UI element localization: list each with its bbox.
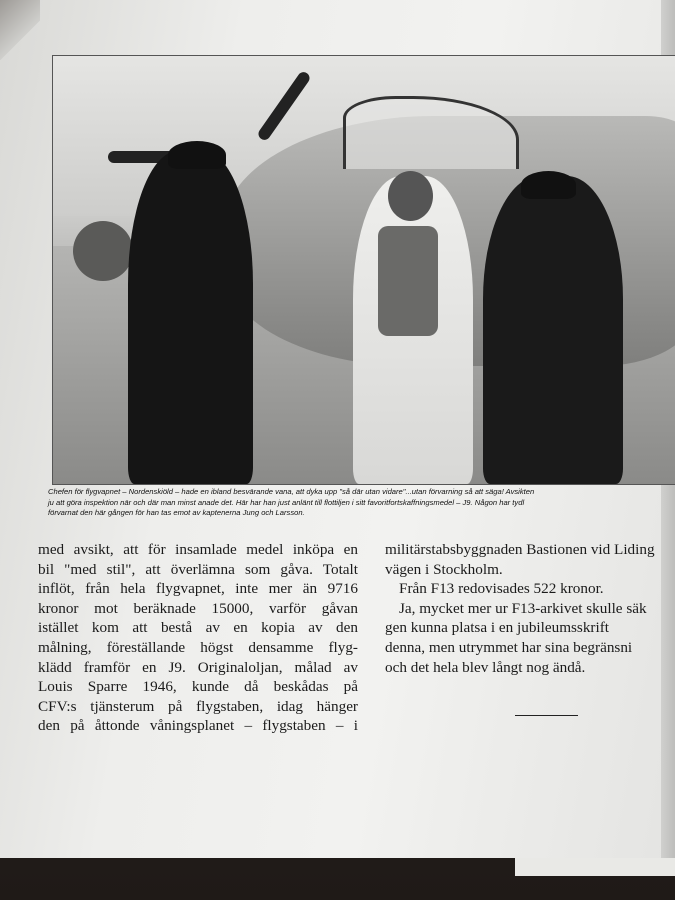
photo-roundel xyxy=(73,221,133,281)
text-line: Från F13 redovisades 522 kronor. xyxy=(399,580,604,598)
text-line: bil "med stil", att överlämna som gåva. Totalt xyxy=(38,560,358,578)
caption-line: förvarnat den här gången för han tas emot av kaptenerna Jung och Larsson. xyxy=(48,508,305,518)
text-line: kronor mot beräknade 15000, varför gåvan xyxy=(38,599,358,617)
caption-line: ju att göra inspektion när och där man minst anade det. Här har han just anlänt till flottiljen i sitt favoritfortskaffningsmedel – J9. Någon har tydl xyxy=(48,497,525,507)
section-separator-rule xyxy=(515,715,578,716)
text-line: inflöt, från hela flygvapnet, inte mer än 9716 xyxy=(38,580,358,598)
text-line: och det hela blev långt nog ändå. xyxy=(385,658,586,676)
text-line: målning, föreställande högst densamme flyg- xyxy=(38,638,358,656)
body-text-right-column xyxy=(385,540,675,677)
photo-pilot xyxy=(353,176,473,484)
text-line: CFV:s tjänsterum på flygstaben, idag hänger xyxy=(38,697,358,715)
photo-caption xyxy=(48,487,675,519)
photo-officer-right xyxy=(483,176,623,484)
text-line: istället kom att bestå av en kopia av den xyxy=(38,619,358,637)
text-line: militärstabsbyggnaden Bastionen vid Liding xyxy=(385,541,655,558)
body-text-left-column xyxy=(38,540,358,736)
text-line: denna, men utrymmet har sina begränsni xyxy=(385,638,633,656)
text-line: klädd framför en J9. Originaloljan, målad av xyxy=(38,658,358,676)
photograph xyxy=(52,55,675,485)
text-line: den på åttonde våningsplanet – flygstaben – i xyxy=(38,717,358,735)
text-line: Louis Sparre 1946, kunde då beskådas på xyxy=(38,678,358,696)
page-corner xyxy=(0,0,40,60)
text-line: gen kunna platsa i en jubileumsskrift xyxy=(385,619,609,637)
text-line: Ja, mycket mer ur F13-arkivet skulle säk xyxy=(399,599,647,617)
caption-line: Chefen för flygvapnet – Nordenskiöld – hade en ibland besvärande vana, att dyka upp "så där utan vidare"...utan förvarning så att säga! Avsikten xyxy=(48,487,535,496)
photo-officer-left xyxy=(128,151,253,484)
text-line: vägen i Stockholm. xyxy=(385,560,503,578)
text-line: med avsikt, att för insamlade medel inköpa en xyxy=(38,541,358,558)
